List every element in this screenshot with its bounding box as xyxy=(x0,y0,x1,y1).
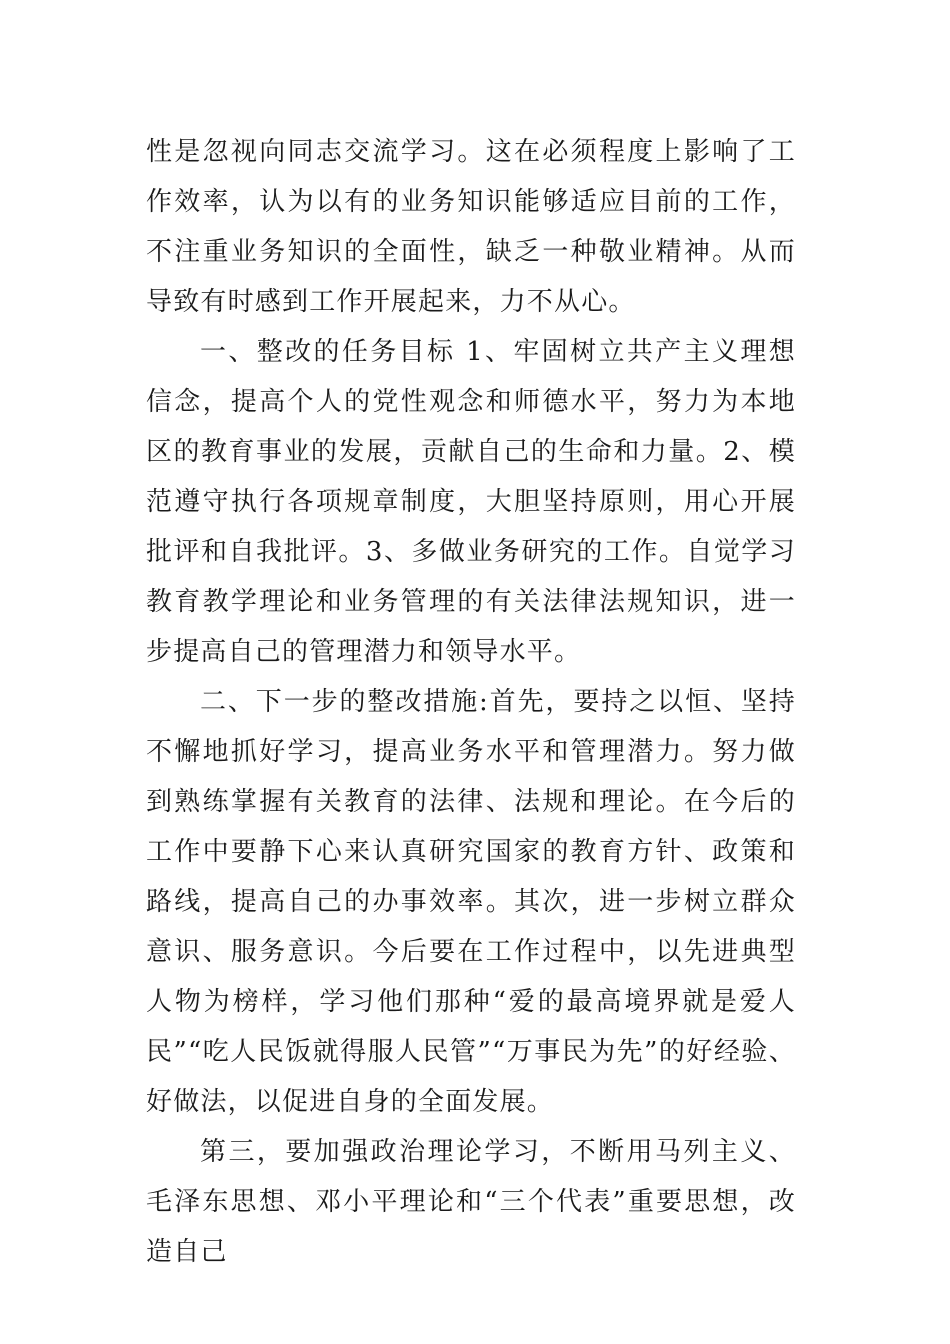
paragraph-third-point: 第三，要加强政治理论学习，不断用马列主义、毛泽东思想、邓小平理论和“三个代表”重要思想，改造自己 xyxy=(146,1137,796,1267)
paragraph-next-measures: 二、下一步的整改措施:首先，要持之以恒、坚持不懈地抓好学习，提高业务水平和管理潜力。努力做到熟练掌握有关教育的法律、法规和理论。在今后的工作中要静下心来认真研究国家的教育方针、政策和路线，提高自己的办事效率。其次，进一步树立群众意识、服务意识。今后要在工作过程中，以先进典型人物为榜样，学习他们那种“爱的最高境界就是爱人民”“吃人民饭就得服人民管”“万事民为先”的好经验、好做法，以促进自身的全面发展。 xyxy=(146,687,796,1117)
document-body xyxy=(146,127,796,1277)
paragraph-continuation: 性是忽视向同志交流学习。这在必须程度上影响了工作效率，认为以有的业务知识能够适应目前的工作，不注重业务知识的全面性，缺乏一种敬业精神。从而导致有时感到工作开展起来，力不从心。 xyxy=(146,137,796,317)
paragraph-task-goals: 一、整改的任务目标 1、牢固树立共产主义理想信念，提高个人的党性观念和师德水平，努力为本地区的教育事业的发展，贡献自己的生命和力量。2、模范遵守执行各项规章制度，大胆坚持原则，用心开展批评和自我批评。3、多做业务研究的工作。自觉学习教育教学理论和业务管理的有关法律法规知识，进一步提高自己的管理潜力和领导水平。 xyxy=(146,337,796,667)
